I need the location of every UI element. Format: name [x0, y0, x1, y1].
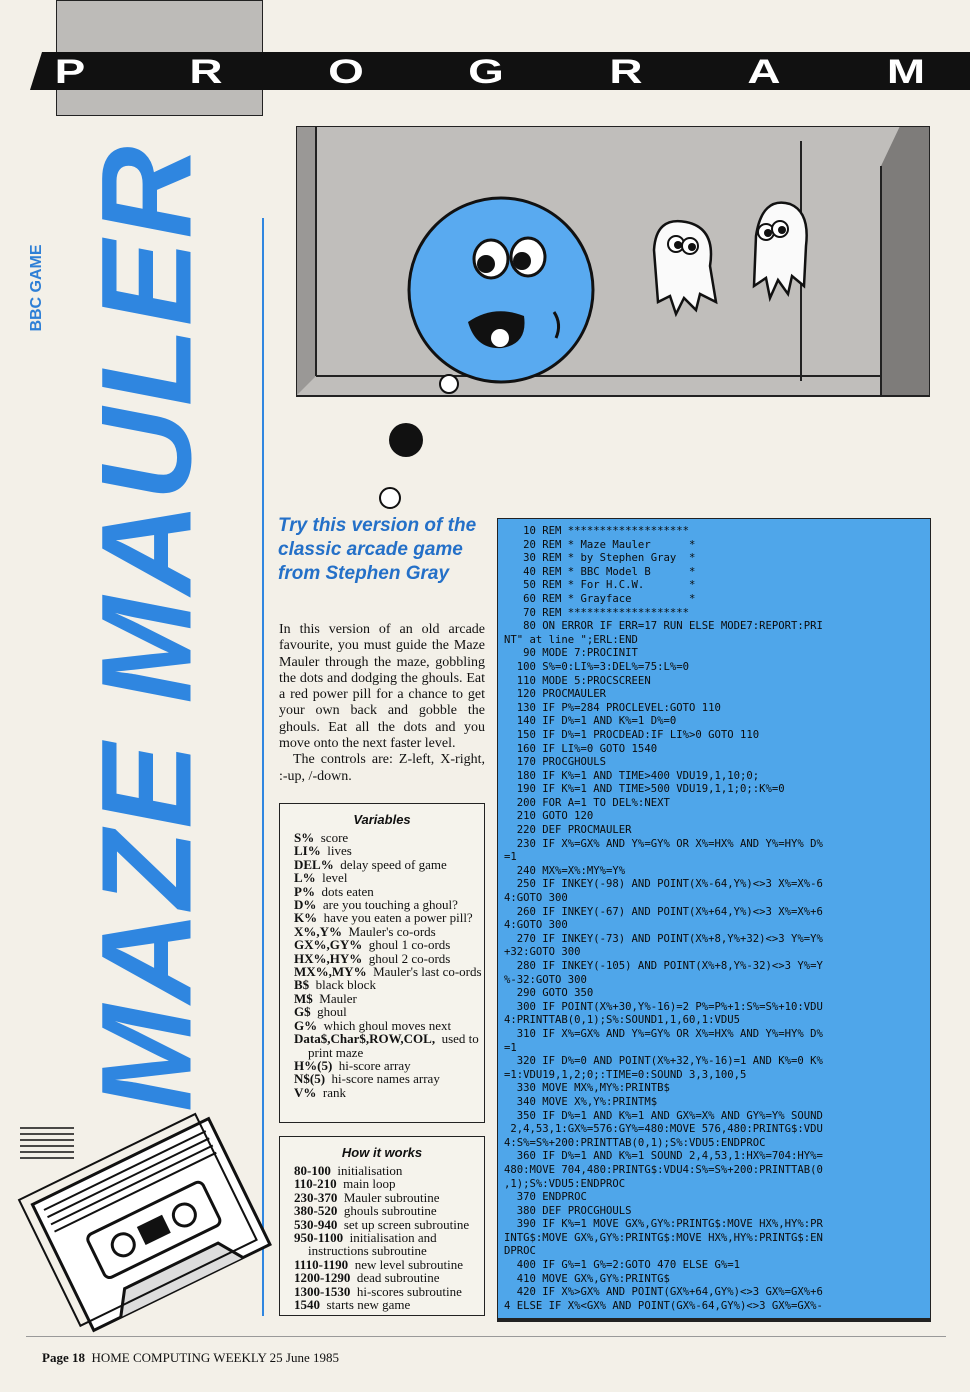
- how-it-works-key: 110-210: [294, 1176, 337, 1192]
- variable-desc: used to print maze: [308, 1031, 479, 1060]
- how-it-works-title: How it works: [341, 1145, 423, 1160]
- how-it-works-desc: hi-scores subroutine: [356, 1283, 462, 1299]
- variable-desc: ghoul: [317, 1004, 347, 1020]
- listing-bottom-rule: [497, 1319, 931, 1322]
- variable-item: [294, 1032, 484, 1059]
- how-it-works-item: [294, 1191, 484, 1204]
- variable-key: Data$,Char$,ROW,COL,: [294, 1031, 436, 1047]
- article-title-text: MAZE MAULER: [75, 144, 219, 1112]
- how-it-works-desc: initialisation: [337, 1163, 403, 1178]
- intro-body: In this version of an old arcade favourite, you must guide the Maze Mauler through the maze, gobbling the dots and dodging the ghouls. Eat a red power pill for a chance to get your own back and gobble the ghouls. Eat all the dots and you move onto the next faster level.: [279, 622, 485, 752]
- page-footer: [42, 1350, 339, 1366]
- variable-desc: Mauler: [319, 990, 357, 1006]
- variable-item: [294, 1072, 484, 1085]
- variable-key: MX%,MY%: [294, 964, 367, 980]
- variable-desc: black block: [315, 977, 376, 993]
- variable-desc: Mauler's last co-ords: [373, 964, 482, 980]
- variable-desc: which ghoul moves next: [323, 1017, 452, 1033]
- variable-key: H%(5): [294, 1057, 333, 1073]
- banner-letter: R: [609, 53, 643, 91]
- variable-item: [294, 978, 484, 991]
- variable-key: L%: [294, 870, 316, 886]
- variable-desc: are you touching a ghoul?: [322, 897, 458, 913]
- section-label-text: BBC GAME: [28, 244, 45, 332]
- how-it-works-key: 950-1100: [294, 1230, 344, 1246]
- how-it-works-desc: main loop: [343, 1176, 396, 1192]
- headline: Try this version of the classic arcade game from Stephen Gray: [278, 515, 477, 584]
- variable-desc: dots eaten: [321, 883, 374, 899]
- variable-key: HX%,HY%: [294, 950, 363, 966]
- variable-item: [294, 885, 484, 898]
- variable-key: D%: [294, 897, 317, 913]
- how-it-works-desc: ghouls subroutine: [343, 1203, 437, 1219]
- game-illustration: [296, 126, 930, 510]
- maze-back-wall: [296, 126, 930, 396]
- variable-item: [294, 858, 484, 871]
- how-it-works-key: 1300-1530: [294, 1283, 351, 1299]
- variable-item: [294, 898, 484, 911]
- variable-key: S%: [294, 830, 315, 845]
- how-it-works-item: [294, 1285, 484, 1298]
- how-it-works-desc: starts new game: [326, 1297, 411, 1313]
- how-it-works-desc: Mauler subroutine: [343, 1189, 440, 1205]
- article-title: [72, 144, 222, 1112]
- variable-key: K%: [294, 910, 318, 926]
- variable-item: [294, 938, 484, 951]
- variable-key: V%: [294, 1084, 317, 1100]
- variable-key: X%,Y%: [294, 923, 343, 939]
- how-it-works-item: [294, 1258, 484, 1271]
- dot: [380, 488, 400, 508]
- how-it-works-box: [279, 1136, 485, 1316]
- footer-rule: [26, 1336, 946, 1337]
- variable-key: P%: [294, 883, 315, 899]
- publication-line: HOME COMPUTING WEEKLY 25 June 1985: [91, 1350, 339, 1365]
- variables-list: [280, 831, 484, 1099]
- variable-desc: delay speed of game: [340, 856, 447, 872]
- variable-item: [294, 911, 484, 924]
- variable-desc: lives: [327, 843, 352, 859]
- listing-code: 10 REM ******************* 20 REM * Maze Mauler * 30 REM * by Stephen Gray * 40 REM * BBC Model B * 50 REM * For H.C.W. * 60 REM * Grayface * 70 REM ******************* 80 ON ERROR IF ERR=17 RUN ELSE MODE7:REPORT:PRI NT" at line ";ERL:END 90 MODE 7:PROCINIT 100 S%=0:LI%=3:DEL%=75:L%=0 110 MODE 5:PROCSCREEN 120 PROCMAULER 130 IF P%=284 PROCLEVEL:GOTO 110 140 IF D%=1 AND K%=1 D%=0 150 IF D%=1 PROCDEAD:IF LI%>0 GOTO 110 160 IF LI%=0 GOTO 1540 170 PROCGHOULS 180 IF K%=1 AND TIME>400 VDU19,1,10;0; 190 IF K%=1 AND TIME>500 VDU19,1,1;0;:K%=0 200 FOR A=1 TO DEL%:NEXT 210 GOTO 120 220 DEF PROCMAULER 230 IF X%=GX% AND Y%=GY% OR X%=HX% AND Y%=HY% D% =1 240 MX%=X%:MY%=Y% 250 IF INKEY(-98) AND POINT(X%-64,Y%)<>3 X%=X%-6 4:GOTO 300 260 IF INKEY(-67) AND POINT(X%+64,Y%)<>3 X%=X%+6 4:GOTO 300 270 IF INKEY(-73) AND POINT(X%+8,Y%+32)<>3 Y%=Y% +32:GOTO 300 280 IF INKEY(-105) AND POINT(X%+8,Y%-32)<>3 Y%=Y %-32:GOTO 300 290 GOTO 350 300 IF POINT(X%+30,Y%-16)=2 P%=P%+1:S%=S%+10:VDU 4:PRINTTAB(0,1);S%:SOUND1,1,60,1:VDU5 310 IF X%=GX% AND Y%=GY% OR X%=HX% AND Y%=HY% D% =1 320 IF D%=0 AND POINT(X%+32,Y%-16)=1 AND K%=0 K% =1:VDU19,1,2;0;:TIME=0:SOUND 3,3,100,5 330 MOVE MX%,MY%:PRINTB$ 340 MOVE X%,Y%:PRINTM$ 350 IF D%=1 AND K%=1 AND GX%=X% AND GY%=Y% SOUND 2,4,53,1:GX%=576:GY%=480:MOVE 576,480:PRINTG$:VDU 4:S%=S%+200:PRINTTAB(0,1);S%:VDU5:ENDPROC 360 IF D%=1 AND K%=1 SOUND 2,4,53,1:HX%=704:HY%= 480:MOVE 704,480:PRINTG$:VDU4:S%=S%+200:PRINTTAB(0 ,1);S%:VDU5:ENDPROC 370 ENDPROC 380 DEF PROCGHOULS 390 IF K%=1 MOVE GX%,GY%:PRINTG$:MOVE HX%,HY%:PR INTG$:MOVE GX%,GY%:PRINTG$:MOVE HX%,HY%:PRINTG$:EN DPROC 400 IF G%=1 G%=2:GOTO 470 ELSE G%=1 410 MOVE GX%,GY%:PRINTG$ 420 IF X%>GX% AND POINT(GX%+64,GY%)<>3 GX%=GX%+6 4 ELSE IF X%<GX% AND POINT(GX%-64,GY%)<>3 GX%=GX%-: [504, 525, 823, 1312]
- how-it-works-key: 80-100: [294, 1163, 331, 1178]
- how-it-works-item: [294, 1298, 484, 1311]
- banner-letter: M: [886, 53, 926, 91]
- variable-item: [294, 1059, 484, 1072]
- variable-desc: hi-score names array: [331, 1071, 440, 1087]
- intro-controls: The controls are: Z-left, X-right, :-up, /-down.: [279, 752, 485, 784]
- how-it-works-key: 1540: [294, 1297, 320, 1313]
- variable-item: [294, 1019, 484, 1032]
- variable-item: [294, 1086, 484, 1099]
- how-it-works-item: [294, 1164, 484, 1177]
- variable-key: DEL%: [294, 856, 334, 872]
- variables-title: Variables: [353, 812, 411, 827]
- how-it-works-key: 380-520: [294, 1203, 338, 1219]
- variables-box: [279, 803, 485, 1123]
- how-it-works-item: [294, 1271, 484, 1284]
- how-it-works-item: [294, 1204, 484, 1217]
- variable-desc: level: [322, 870, 348, 886]
- variable-desc: rank: [322, 1084, 346, 1100]
- variable-key: B$: [294, 977, 310, 993]
- page-number: Page 18: [42, 1350, 85, 1365]
- maze-right-wall: [881, 126, 930, 396]
- banner-letter: O: [328, 53, 364, 91]
- variable-desc: have you eaten a power pill?: [323, 910, 473, 926]
- variable-item: [294, 1005, 484, 1018]
- variable-key: N$(5): [294, 1071, 326, 1087]
- intro-text: [279, 622, 485, 785]
- how-it-works-key: 230-370: [294, 1189, 338, 1205]
- variable-item: [294, 844, 484, 857]
- variable-item: [294, 992, 484, 1005]
- how-it-works-desc: new level subroutine: [354, 1256, 463, 1272]
- how-it-works-key: 530-940: [294, 1216, 338, 1232]
- how-it-works-key: 1110-1190: [294, 1256, 349, 1272]
- variable-desc: ghoul 1 co-ords: [368, 937, 451, 953]
- variable-key: G%: [294, 1017, 318, 1033]
- variable-item: [294, 831, 484, 844]
- variable-desc: Mauler's co-ords: [348, 923, 436, 939]
- how-it-works-desc: initialisation and instructions subroutine: [308, 1230, 437, 1259]
- section-label: [22, 218, 52, 358]
- dot: [440, 375, 458, 393]
- variable-item: [294, 871, 484, 884]
- power-pill: [389, 423, 423, 457]
- variable-desc: ghoul 2 co-ords: [368, 950, 451, 966]
- how-it-works-item: [294, 1218, 484, 1231]
- variable-desc: score: [320, 830, 349, 845]
- how-it-works-item: [294, 1231, 484, 1258]
- program-listing: [497, 518, 931, 1319]
- cassette-icon: [14, 1098, 274, 1338]
- variable-item: [294, 965, 484, 978]
- how-it-works-item: [294, 1177, 484, 1190]
- variable-key: LI%: [294, 843, 321, 859]
- how-it-works-list: [280, 1164, 484, 1311]
- variable-key: G$: [294, 1004, 311, 1020]
- variable-item: [294, 925, 484, 938]
- banner-letter: R: [189, 53, 223, 91]
- mauler-character: [409, 198, 593, 382]
- banner-letter: P: [54, 53, 86, 91]
- variable-item: [294, 952, 484, 965]
- variable-key: GX%,GY%: [294, 937, 363, 953]
- banner-letter: A: [747, 53, 781, 91]
- how-it-works-desc: dead subroutine: [356, 1270, 440, 1286]
- how-it-works-desc: set up screen subroutine: [343, 1216, 470, 1232]
- banner-letter: G: [468, 53, 504, 91]
- maze-left-wall: [296, 126, 316, 396]
- variable-desc: hi-score array: [338, 1057, 411, 1073]
- variable-key: M$: [294, 990, 313, 1006]
- how-it-works-key: 1200-1290: [294, 1270, 351, 1286]
